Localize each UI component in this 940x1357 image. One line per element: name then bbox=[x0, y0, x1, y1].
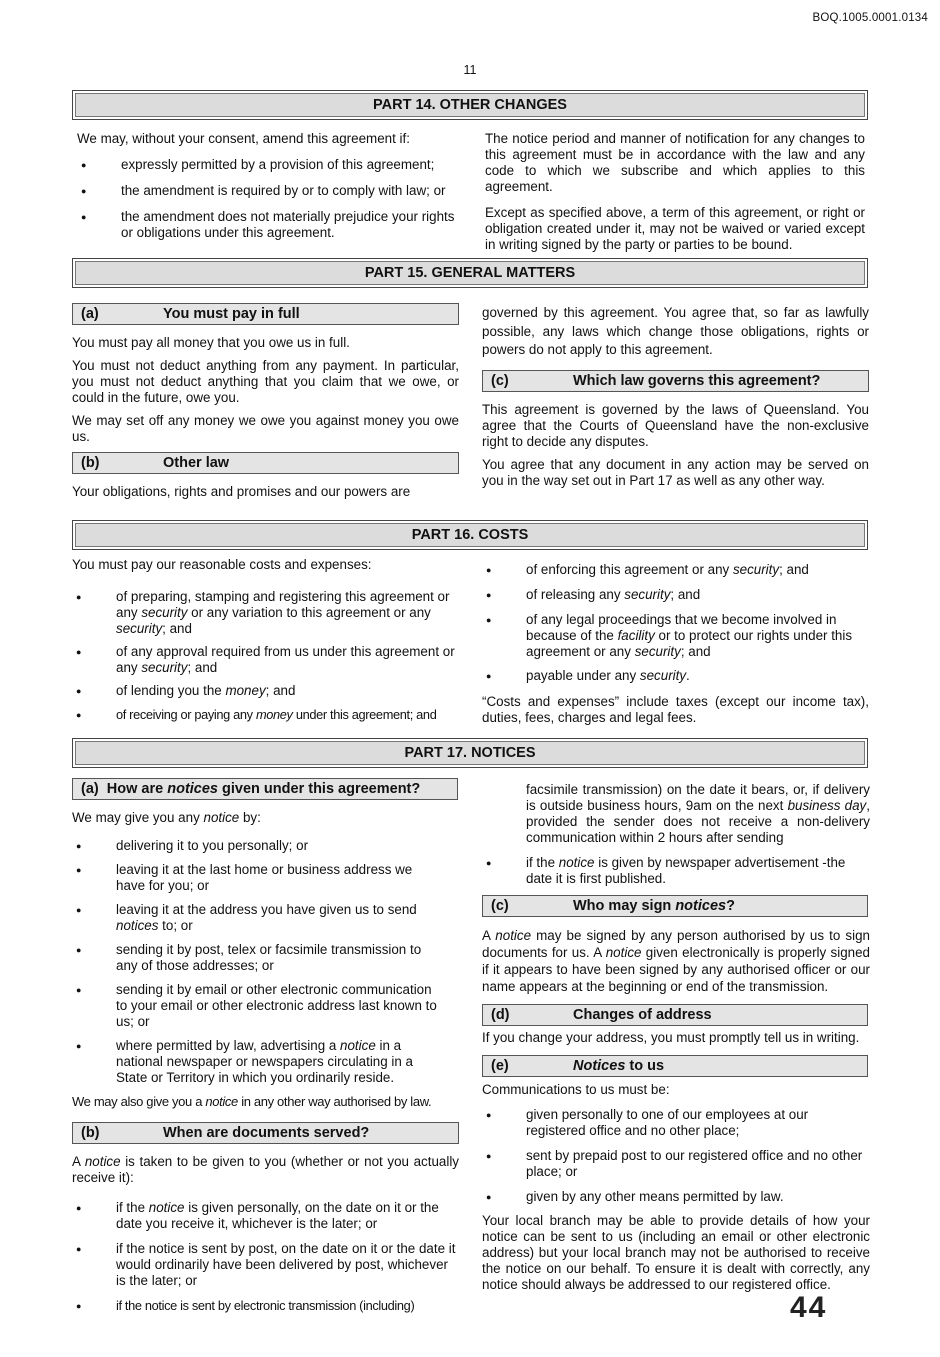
part-17-left-column bbox=[72, 778, 459, 1322]
part-14-intro: We may, without your consent, amend this agreement if: bbox=[77, 131, 410, 146]
part-16-right-column bbox=[482, 562, 869, 733]
list-item: ● if the notice is given by newspaper advertisement -the date it is first published. bbox=[482, 855, 870, 887]
part-15-c-p2: You agree that any document in any action may be served on you in the way set out in Part 17 as well as any other way. bbox=[482, 456, 869, 488]
list-item: ● of releasing any security; and bbox=[482, 587, 869, 603]
part-15-a-p1: You must pay all money that you owe us in full. bbox=[72, 335, 350, 350]
list-item: ● of lending you the money; and bbox=[72, 683, 459, 699]
part-14-right-column bbox=[485, 131, 865, 260]
list-item: ● of enforcing this agreement or any security; and bbox=[482, 562, 869, 578]
section-title: Notices to us bbox=[573, 1058, 665, 1074]
part-16-header bbox=[72, 520, 868, 550]
part-17-title: PART 17. NOTICES bbox=[75, 741, 865, 765]
list-item: ● of any approval required from us under this agreement or any security; and bbox=[72, 644, 459, 676]
part-16-title: PART 16. COSTS bbox=[75, 523, 865, 547]
list-item: ● the amendment does not materially prejudice your rights or obligations under this agreement. bbox=[77, 209, 457, 241]
part-16-left-column bbox=[72, 557, 459, 731]
part-17-e-intro: Communications to us must be: bbox=[482, 1082, 670, 1097]
section-title: Other law bbox=[163, 455, 230, 471]
part-14-bullets bbox=[77, 157, 457, 241]
page-stamp-number: 44 bbox=[790, 1291, 828, 1324]
part-15-b-continued: governed by this agreement. You agree that, so far as lawfully possible, any laws which change those obligations, rights or powers do not apply to this agreement. bbox=[482, 305, 869, 357]
list-item: ● of preparing, stamping and registering this agreement or any security or any variation to this agreement or any security; and bbox=[72, 589, 459, 637]
part-16-left-bullets bbox=[72, 589, 459, 723]
part-17-a-heading bbox=[72, 778, 458, 800]
part-15-a-heading bbox=[72, 303, 459, 325]
part-17-b-heading bbox=[72, 1122, 459, 1144]
list-item: ● given personally to one of our employees at our registered office and no other place; bbox=[482, 1107, 870, 1139]
list-item: ● if the notice is sent by post, on the date on it or the date it would ordinarily have been delivered by post, whichever is the later; or bbox=[72, 1241, 459, 1289]
part-16-right-bullets bbox=[482, 562, 869, 684]
list-item: ● sent by prepaid post to our registered office and no other place; or bbox=[482, 1148, 870, 1180]
part-17-b-bullets bbox=[72, 1200, 459, 1314]
list-item: ● leaving it at the last home or business address we have for you; or bbox=[72, 862, 442, 894]
list-item: ● if the notice is given personally, on the date on it or the date you receive it, whichever is the later; or bbox=[72, 1200, 459, 1232]
part-15-left-column bbox=[72, 303, 459, 507]
part-17-b-continued: facsimile transmission) on the date it bears, or, if delivery is outside business hours, 9am on the next business day, provided the sender does not receive a non-delivery communication within 2 hours after sending bbox=[526, 782, 870, 845]
part-15-c-heading bbox=[482, 370, 869, 392]
section-letter: (e) bbox=[491, 1058, 509, 1074]
part-15-c-p1: This agreement is governed by the laws of Queensland. You agree that the Courts of Queensland have the non-exclusive right to decide any disputes. bbox=[482, 401, 869, 449]
part-17-b-right-bullets bbox=[482, 855, 870, 887]
section-letter: (b) bbox=[81, 455, 100, 471]
part-17-e-heading bbox=[482, 1055, 868, 1077]
part-15-a-p2: You must not deduct anything from any payment. In particular, you must not deduct anything that you claim that we owe, or could in the future, owe you. bbox=[72, 358, 459, 405]
section-letter: (b) bbox=[81, 1125, 100, 1141]
part-16-closing: “Costs and expenses” include taxes (except our income tax), duties, fees, charges and legal fees. bbox=[482, 694, 869, 725]
part-17-c-p: A notice may be signed by any person authorised by us to sign documents for us. A notice given electronically is properly signed if it appears to have been signed by any authorised officer or our name appears at the beginning or end of the transmission. bbox=[482, 928, 870, 994]
part-14-title: PART 14. OTHER CHANGES bbox=[75, 93, 865, 117]
list-item: ● expressly permitted by a provision of this agreement; bbox=[77, 157, 457, 173]
section-title: When are documents served? bbox=[163, 1125, 370, 1141]
part-17-header bbox=[72, 738, 868, 768]
list-item: ● the amendment is required by or to comply with law; or bbox=[77, 183, 457, 199]
part-14-waiver: Except as specified above, a term of this agreement, or right or obligation created under it, may not be waived or varied except in writing signed by the party or parties to be bound. bbox=[485, 205, 865, 252]
part-14-notice-period: The notice period and manner of notification for any changes to this agreement must be in accordance with the law and any code to which we subscribe and which applies to this agreement. bbox=[485, 131, 865, 194]
section-letter: (c) bbox=[491, 372, 509, 389]
part-17-a-intro: We may give you any notice by: bbox=[72, 810, 261, 825]
list-item: ● sending it by post, telex or facsimile transmission to any of those addresses; or bbox=[72, 942, 442, 974]
list-item: ● delivering it to you personally; or bbox=[72, 838, 442, 854]
page-number: 11 bbox=[463, 63, 477, 77]
part-15-b-heading bbox=[72, 452, 459, 474]
part-15-b-p1: Your obligations, rights and promises and our powers are bbox=[72, 484, 411, 499]
list-item: ● payable under any security. bbox=[482, 668, 869, 684]
part-14-header bbox=[72, 90, 868, 120]
section-title: Changes of address bbox=[573, 1007, 712, 1023]
section-letter: (d) bbox=[491, 1007, 510, 1023]
list-item: ● given by any other means permitted by law. bbox=[482, 1189, 870, 1205]
section-title: You must pay in full bbox=[163, 306, 300, 322]
part-15-right-column bbox=[482, 304, 869, 496]
section-letter: (c) bbox=[491, 898, 509, 914]
section-letter: (a) bbox=[81, 306, 99, 322]
section-title: Who may sign notices? bbox=[573, 898, 735, 914]
section-title: Which law governs this agreement? bbox=[573, 372, 821, 389]
list-item: ● of receiving or paying any money under this agreement; and bbox=[72, 707, 459, 723]
list-item: ● if the notice is sent by electronic transmission (including) bbox=[72, 1298, 459, 1314]
part-15-title: PART 15. GENERAL MATTERS bbox=[75, 261, 865, 285]
list-item: ● sending it by email or other electronic communication to your email or other electronic address last known to us; or bbox=[72, 982, 442, 1030]
list-item: ● where permitted by law, advertising a notice in a national newspaper or newspapers circulating in a State or Territory in which you ordinarily reside. bbox=[72, 1038, 442, 1086]
list-item: ● leaving it at the address you have given us to send notices to; or bbox=[72, 902, 442, 934]
part-17-right-column bbox=[482, 782, 870, 1300]
part-17-d-p: If you change your address, you must promptly tell us in writing. bbox=[482, 1030, 860, 1045]
part-17-a-also: We may also give you a notice in any other way authorised by law. bbox=[72, 1094, 432, 1109]
part-17-c-heading bbox=[482, 895, 868, 917]
part-17-a-bullets bbox=[72, 838, 442, 1086]
document-id: BOQ.1005.0001.0134 bbox=[812, 12, 928, 24]
part-17-b-intro: A notice is taken to be given to you (whether or not you actually receive it): bbox=[72, 1154, 459, 1185]
section-title: (a) How are notices given under this agreement? bbox=[81, 781, 421, 797]
part-15-header bbox=[72, 258, 868, 288]
part-17-e-closing: Your local branch may be able to provide details of how your notice can be sent to us (including an email or other electronic address) but your local branch may not be authorised to receive the notice on our behalf. To ensure it is dealt with correctly, any notice should always be addressed to our registered office. bbox=[482, 1213, 870, 1292]
part-16-intro: You must pay our reasonable costs and expenses: bbox=[72, 557, 372, 572]
part-17-d-heading bbox=[482, 1004, 868, 1026]
list-item: ● of any legal proceedings that we become involved in because of the facility or to protect our rights under this agreement or any security; and bbox=[482, 612, 869, 660]
part-15-a-p3: We may set off any money we owe you against money you owe us. bbox=[72, 413, 459, 444]
part-14-left-column bbox=[77, 131, 457, 249]
part-17-e-bullets bbox=[482, 1107, 870, 1205]
